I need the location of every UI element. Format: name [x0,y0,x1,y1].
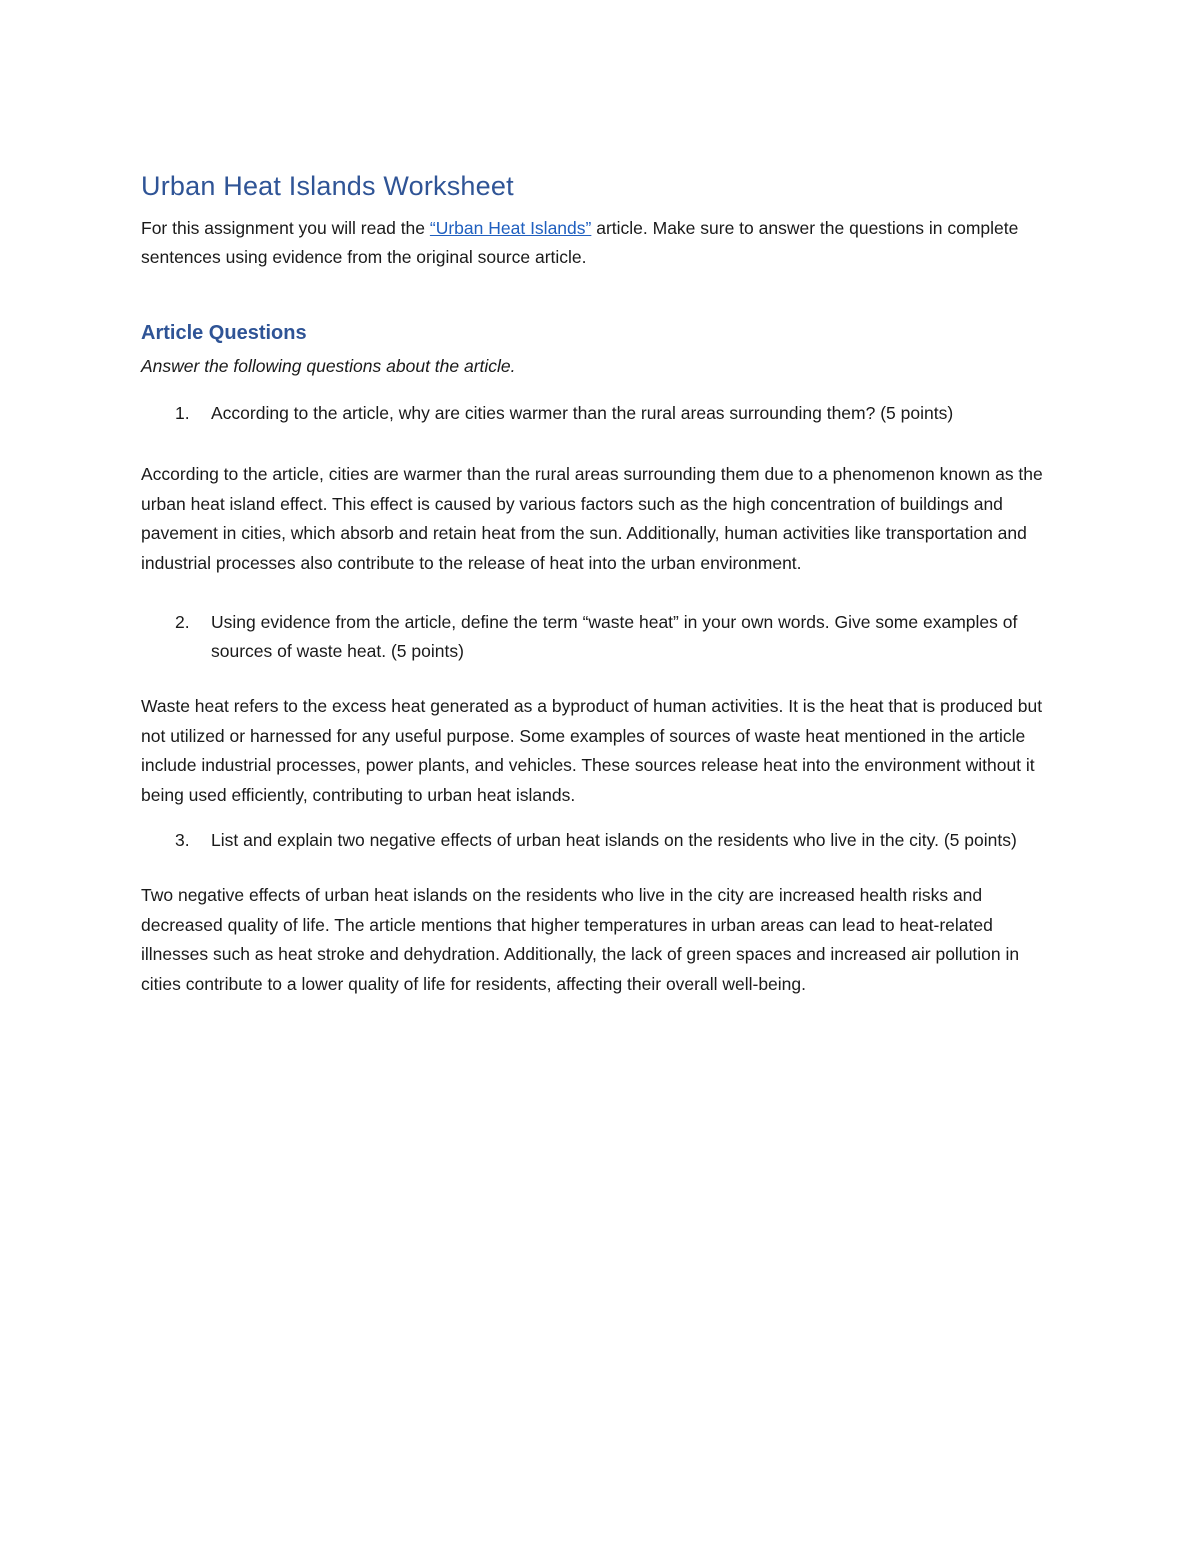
instructions-text: Answer the following questions about the article. [141,356,516,376]
answer-1: According to the article, cities are warmer than the rural areas surrounding them due to a phenomenon known as the urban heat island effect. This effect is caused by various factors such as the high concentration of buildings and pavement in cities, which absorb and retain heat from the sun. Additionally, human activities like transportation and industrial processes also contribute to the release of heat into the urban environment. [141,464,1043,573]
answer-3: Two negative effects of urban heat islands on the residents who live in the city are increased health risks and decreased quality of life. The article mentions that higher temperatures in urban areas can lead to heat-related illnesses such as heat stroke and dehydration. Additionally, the lack of green spaces and increased air pollution in cities contribute to a lower quality of life for residents, affecting their overall well-being. [141,885,1020,994]
answer-2: Waste heat refers to the excess heat generated as a byproduct of human activities. It is the heat that is produced but not utilized or harnessed for any useful purpose. Some examples of sources of waste heat mentioned in the article include industrial processes, power plants, and vehicles. These sources release heat into the environment without it being used efficiently, contributing to urban heat islands. [141,696,1043,805]
question-1 [141,399,1061,428]
document-title: Urban Heat Islands Worksheet [141,171,514,201]
section-heading: Article Questions [141,322,307,344]
document-body [141,168,1061,999]
intro-text-after-link: article. Make sure to answer the questions in complete sentences using evidence from the original source article. [141,218,1019,267]
article-link[interactable]: “Urban Heat Islands” [429,218,592,238]
intro-paragraph [141,214,1061,272]
question-3 [141,826,1061,855]
question-number: 2. [175,612,190,632]
question-number: 3. [175,830,190,850]
question-text: List and explain two negative effects of urban heat islands on the residents who live in the city. (5 points) [211,830,1017,850]
question-text: Using evidence from the article, define the term “waste heat” in your own words. Give some examples of sources of waste heat. (5 points) [211,612,1018,661]
question-2 [141,608,1061,666]
intro-text-before-link: For this assignment you will read the [141,218,430,238]
question-number: 1. [175,403,190,423]
question-text: According to the article, why are cities warmer than the rural areas surrounding them? (5 points) [211,403,954,423]
